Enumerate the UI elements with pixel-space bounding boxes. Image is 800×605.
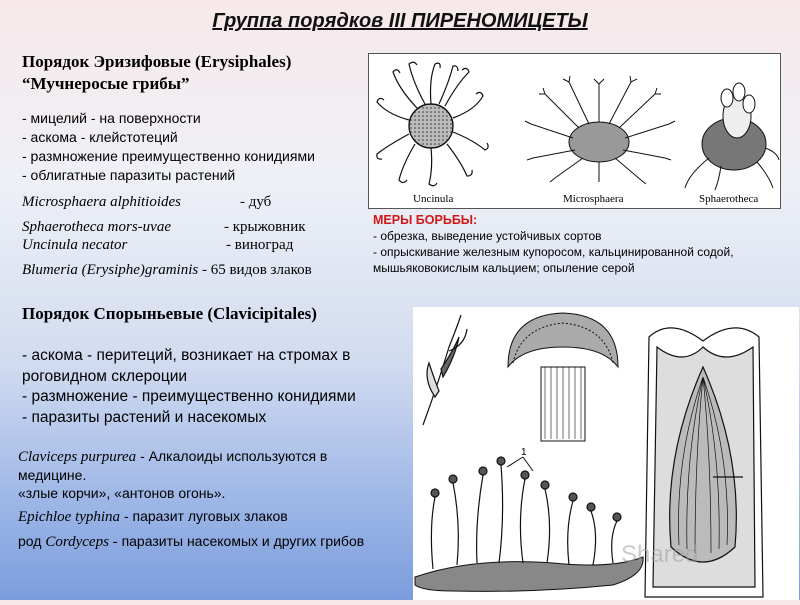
uncinula-drawing	[377, 62, 488, 186]
species-name: Blumeria (Erysiphe)graminis	[22, 262, 199, 278]
erysiphales-heading: Порядок Эризифовые (Erysiphales)	[22, 52, 292, 71]
species-note: «злые корчи», «антонов огонь».	[18, 485, 226, 501]
list-item: - облигатные паразиты растений	[22, 167, 236, 183]
measure-item: - опрыскивание железным купоросом, кальцинированной содой,	[373, 245, 734, 259]
erysiphales-illustration	[368, 53, 781, 209]
species-name: Uncinula necator	[22, 237, 128, 253]
species-host: - дуб	[240, 194, 272, 210]
stroma-head-drawing	[508, 313, 618, 441]
figure-label: 1	[521, 447, 527, 458]
microsphaera-drawing	[525, 76, 675, 184]
species-prefix: род	[18, 533, 42, 549]
species-name: Microsphaera alphitioides	[22, 194, 182, 210]
list-item: - размножение - преимущественно конидиями	[22, 388, 356, 405]
control-measures	[373, 212, 793, 276]
sphaerotheca-drawing	[685, 83, 779, 190]
list-item: - мицелий - на поверхности	[22, 110, 201, 126]
caption-sphaerotheca: Sphaerotheca	[699, 193, 759, 205]
caption-microsphaera: Microsphaera	[563, 193, 624, 205]
species-name: Cordyceps -	[45, 534, 118, 550]
clavicipitales-illustration	[413, 307, 799, 600]
measures-title: МЕРЫ БОРЬБЫ:	[373, 213, 478, 227]
species-name: Sphaerotheca mors-uvae	[22, 219, 171, 235]
species-note: паразиты насекомых и других грибов	[121, 533, 365, 549]
species-name: Claviceps purpurea	[18, 449, 137, 465]
erysiphales-species	[22, 192, 362, 280]
list-item: - паразиты растений и насекомых	[22, 408, 267, 426]
ergot-drawing	[413, 307, 799, 600]
list-item: роговидном склероции	[22, 367, 188, 385]
caption-uncinula: Uncinula	[413, 193, 454, 205]
species-name: Epichloe typhina	[18, 509, 121, 525]
species-host: - крыжовник	[224, 219, 306, 235]
species-host: - 65 видов злаков	[201, 262, 312, 278]
grass-ear-drawing	[423, 315, 467, 425]
erysiphales-subheading: “Мучнеросые грибы”	[22, 74, 190, 93]
erysiphales-features	[22, 109, 315, 185]
list-item: - размножение преимущественно конидиями	[22, 148, 315, 164]
list-item: - аскома - клейстотеций	[22, 129, 178, 145]
measure-item: мышьяковокислым кальцием; опыление серой	[373, 261, 635, 275]
clavicipitales-heading: Порядок Спорыньевые (Clavicipitales)	[22, 304, 317, 323]
list-item: - аскома - перитеций, возникает на стромах в	[22, 347, 351, 364]
sclerotium-drawing	[415, 457, 643, 591]
clavicipitales-species	[18, 447, 413, 551]
clavicipitales-features	[22, 346, 356, 428]
species-note: - Алкалоиды используются в	[140, 448, 328, 464]
page-title: Группа порядков III ПИРЕНОМИЦЕТЫ	[212, 10, 588, 32]
species-note: - паразит луговых злаков	[123, 508, 288, 524]
measure-item: - обрезка, выведение устойчивых сортов	[373, 229, 602, 243]
ascocarps-drawing	[369, 54, 780, 194]
watermark: Shared	[621, 541, 699, 568]
species-note: медицине.	[18, 467, 87, 483]
species-host: - виноград	[226, 237, 294, 253]
